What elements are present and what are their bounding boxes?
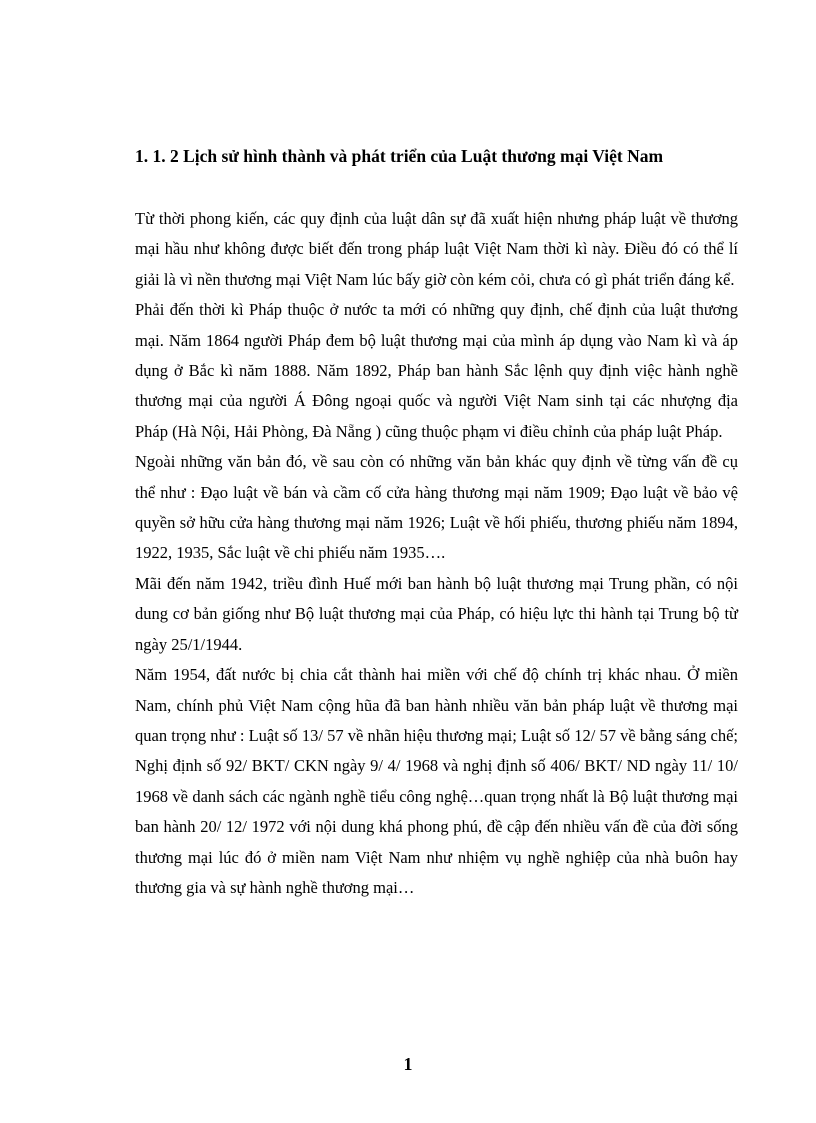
paragraph: Ngoài những văn bản đó, về sau còn có những văn bản khác quy định về từng vấn đề cụ thể như : Đạo luật về bán và cầm cố cửa hàng thương mại năm 1909; Đạo luật về bảo vệ quyền sở hữu cửa hàng thương mại năm 1926; Luật về hối phiếu, thương phiếu năm 1894, 1922, 1935, Sắc luật về chi phiếu năm 1935…. bbox=[135, 452, 738, 563]
paragraph: Mãi đến năm 1942, triều đình Huế mới ban hành bộ luật thương mại Trung phần, có nội dung cơ bản giống như Bộ luật thương mại của Pháp, có hiệu lực thi hành tại Trung bộ từ ngày 25/1/1944. bbox=[135, 573, 738, 654]
document-body bbox=[135, 204, 738, 903]
paragraph: Từ thời phong kiến, các quy định của luật dân sự đã xuất hiện nhưng pháp luật về thương mại hầu như không được biết đến trong pháp luật Việt Nam thời kì này. Điều đó có thể lí giải là vì nền thương mại Việt Nam lúc bấy giờ còn kém cỏi, chưa có gì phát triển đáng kể. bbox=[135, 209, 738, 289]
paragraph: Phải đến thời kì Pháp thuộc ở nước ta mới có những quy định, chế định của luật thương mại. Năm 1864 người Pháp đem bộ luật thương mại của mình áp dụng vào Nam kì và áp dụng ở Bắc kì năm 1888. Năm 1892, Pháp ban hành Sắc lệnh quy định việc hành nghề thương mại của người Á Đông ngoại quốc và người Việt Nam sinh tại các nhượng địa Pháp (Hà Nội, Hải Phòng, Đà Nẵng ) cũng thuộc phạm vi điều chỉnh của pháp luật Pháp. bbox=[135, 300, 738, 441]
page-number: 1 bbox=[403, 1054, 413, 1074]
paragraph: Năm 1954, đất nước bị chia cắt thành hai miền với chế độ chính trị khác nhau. Ở miền Nam, chính phủ Việt Nam cộng hũa đã ban hành nhiều văn bản pháp luật về thương mại quan trọng như : Luật số 13/ 57 về nhãn hiệu thương mại; Luật số 12/ 57 về bằng sáng chế; Nghị định số 92/ BKT/ CKN ngày 9/ 4/ 1968 và nghị định số 406/ BKT/ ND ngày 11/ 10/ 1968 về danh sách các ngành nghề tiểu công nghệ…quan trọng nhất là Bộ luật thương mại ban hành 20/ 12/ 1972 với nội dung khá phong phú, đề cập đến nhiều vấn đề của đời sống thương mại lúc đó ở miền nam Việt Nam như nhiệm vụ nghề nghiệp của nhà buôn hay thương gia và sự hành nghề thương mại… bbox=[135, 665, 738, 897]
section-heading: 1. 1. 2 Lịch sử hình thành và phát triển của Luật thương mại Việt Nam bbox=[135, 146, 664, 166]
